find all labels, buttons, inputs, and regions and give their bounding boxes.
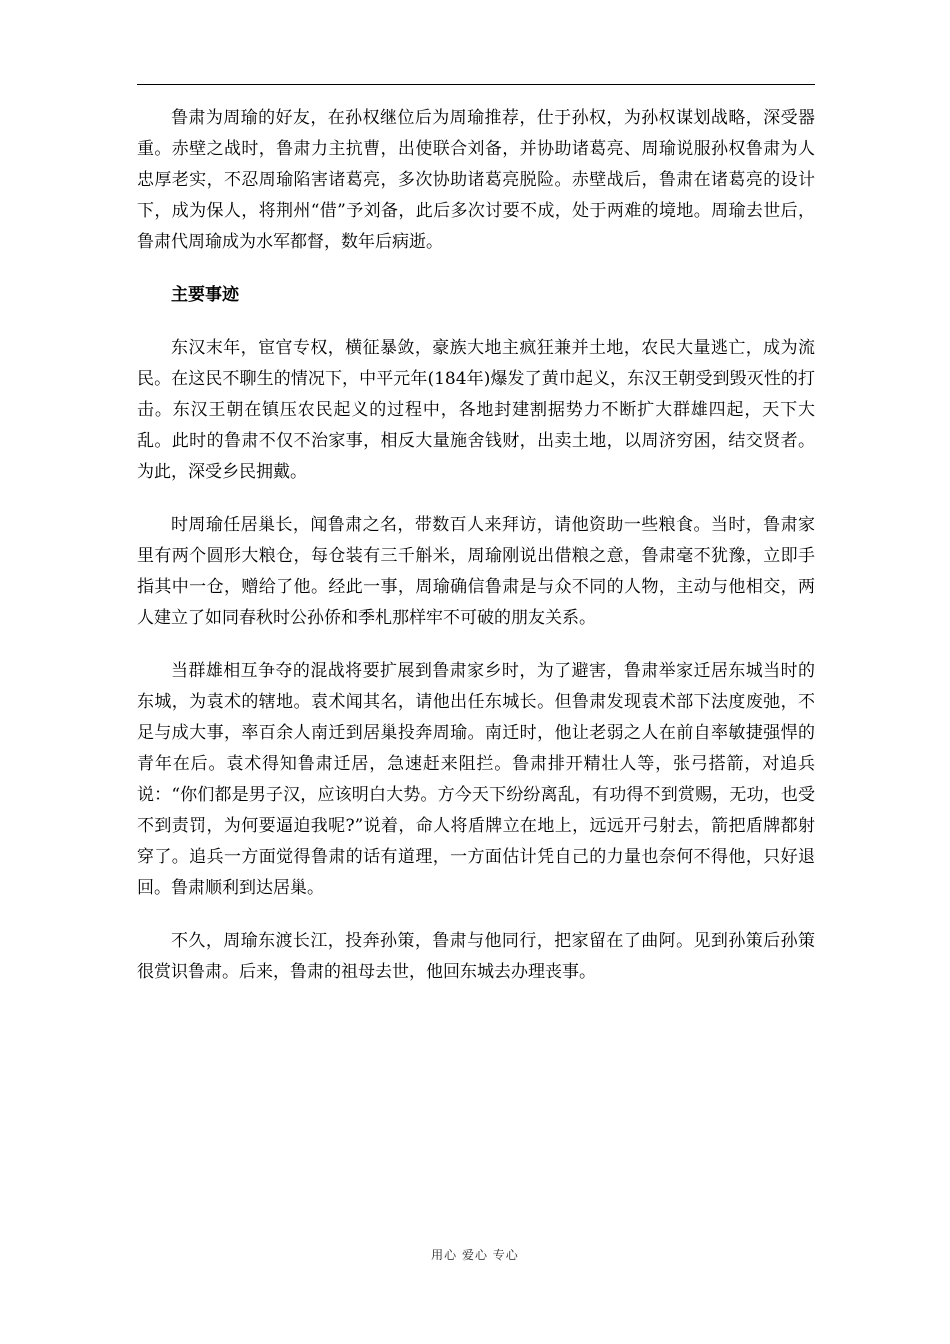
body-paragraph: 不久，周瑜东渡长江，投奔孙策，鲁肃与他同行，把家留在了曲阿。见到孙策后孙策很赏识鲁肃。后来，鲁肃的祖母去世，他回东城去办理丧事。: [137, 931, 815, 982]
page-footer: 用心 爱心 专心: [431, 1248, 519, 1262]
body-paragraph: 当群雄相互争夺的混战将要扩展到鲁肃家乡时，为了避害，鲁肃举家迁居东城当时的东城，为袁术的辖地。袁术闻其名，请他出任东城长。但鲁肃发现袁术部下法度废弛，不足与成大事，率百余人南迁到居巢投奔周瑜。南迁时，他让老弱之人在前自率敏捷强悍的青年在后。袁术得知鲁肃迁居，急速赶来阻拦。鲁肃排开精壮人等，张弓搭箭，对追兵说：“你们都是男子汉，应该明白大势。方今天下纷纷离乱，有功得不到赏赐，无功，也受不到责罚，为何要逼迫我呢?”说着，命人将盾牌立在地上，远远开弓射去，箭把盾牌都射穿了。追兵一方面觉得鲁肃的话有道理，一方面估计凭自己的力量也奈何不得他，只好退回。鲁肃顺利到达居巢。: [137, 661, 815, 898]
header-rule: [137, 84, 815, 85]
intro-paragraph: 鲁肃为周瑜的好友，在孙权继位后为周瑜推荐，仕于孙权，为孙权谋划战略，深受器重。赤壁之战时，鲁肃力主抗曹，出使联合刘备，并协助诸葛亮、周瑜说服孙权鲁肃为人忠厚老实，不忍周瑜陷害诸葛亮，多次协助诸葛亮脱险。赤壁战后，鲁肃在诸葛亮的设计下，成为保人，将荆州“借”予刘备，此后多次讨要不成，处于两难的境地。周瑜去世后，鲁肃代周瑜成为水军都督，数年后病逝。: [137, 108, 815, 252]
body-paragraph: 时周瑜任居巢长，闻鲁肃之名，带数百人来拜访，请他资助一些粮食。当时，鲁肃家里有两个圆形大粮仓，每仓装有三千斛米，周瑜刚说出借粮之意，鲁肃毫不犹豫，立即手指其中一仓，赠给了他。经此一事，周瑜确信鲁肃是与众不同的人物，主动与他相交，两人建立了如同春秋时公孙侨和季札那样牢不可破的朋友关系。: [137, 515, 815, 628]
section-heading: 主要事迹: [171, 285, 239, 305]
body-paragraph: 东汉末年，宦官专权，横征暴敛，豪族大地主疯狂兼并土地，农民大量逃亡，成为流民。在这民不聊生的情况下，中平元年(184年)爆发了黄巾起义，东汉王朝受到毁灭性的打击。东汉王朝在镇压农民起义的过程中，各地封建割据势力不断扩大群雄四起，天下大乱。此时的鲁肃不仅不治家事，相反大量施舍钱财，出卖土地，以周济穷困，结交贤者。为此，深受乡民拥戴。: [137, 338, 815, 482]
document-body: [137, 103, 815, 988]
